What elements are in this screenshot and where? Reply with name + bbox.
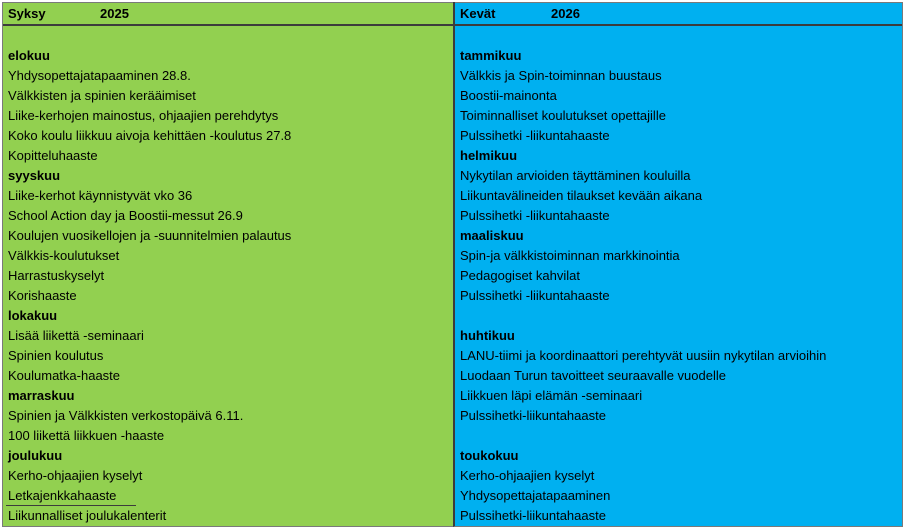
autumn-task-list [3,46,453,526]
task-cell[interactable]: School Action day ja Boostii-messut 26.9 [8,208,243,223]
task-cell[interactable]: Pulssihetki -liikuntahaaste [460,288,610,303]
spring-header-cell[interactable] [455,2,902,26]
task-cell[interactable]: Spinien koulutus [8,348,104,363]
month-heading-cell[interactable]: tammikuu [460,48,522,63]
month-heading-cell[interactable]: marraskuu [8,388,75,403]
task-cell[interactable]: Koulumatka-haaste [8,368,121,383]
task-cell[interactable]: Pulssihetki -liikuntahaaste [460,208,610,223]
autumn-season-label: Syksy [8,6,46,21]
task-cell[interactable]: Liikunnalliset joulukalenterit [8,508,167,523]
month-heading-cell[interactable]: lokakuu [8,308,58,323]
task-cell[interactable]: Kerho-ohjaajien kyselyt [460,468,595,483]
task-cell[interactable]: Liikuntavälineiden tilaukset kevään aikana [460,188,703,203]
autumn-header-cell[interactable] [3,2,453,26]
autumn-year-label: 2025 [100,6,129,21]
task-cell[interactable]: Liike-kerhot käynnistyvät vko 36 [8,188,193,203]
task-cell[interactable]: Pulssihetki -liikuntahaaste [460,128,610,143]
task-cell[interactable]: Harrastuskyselyt [8,268,105,283]
task-cell[interactable]: Välkkis ja Spin-toiminnan buustaus [460,68,662,83]
blank-cell[interactable] [455,426,902,446]
task-cell[interactable]: Pulssihetki-liikuntahaaste [460,508,606,523]
task-cell[interactable]: Yhdysopettajatapaaminen 28.8. [8,68,191,83]
task-cell[interactable]: Liikkuen läpi elämän -seminaari [460,388,643,403]
task-cell[interactable]: Spin-ja välkkistoiminnan markkinointia [460,248,680,263]
month-heading-cell[interactable]: toukokuu [460,448,519,463]
spring-blank-row[interactable] [455,26,902,46]
month-heading-cell[interactable]: huhtikuu [460,328,515,343]
task-cell[interactable]: Koulujen vuosikellojen ja -suunnitelmien palautus [8,228,292,243]
task-cell[interactable]: Liike-kerhojen mainostus, ohjaajien perehdytys [8,108,279,123]
task-cell[interactable]: Nykytilan arvioiden täyttäminen kouluilla [460,168,691,183]
task-cell[interactable]: Letkajenkkahaaste [3,486,453,506]
task-cell[interactable]: Spinien ja Välkkisten verkostopäivä 6.11. [8,408,244,423]
task-cell[interactable]: Luodaan Turun tavoitteet seuraavalle vuodelle [460,368,726,383]
task-cell[interactable]: 100 liikettä liikkuen -haaste [8,428,165,443]
task-cell[interactable]: Kerho-ohjaajien kyselyt [8,468,143,483]
spreadsheet-sheet [2,2,903,527]
task-cell[interactable]: LANU-tiimi ja koordinaattori perehtyvät uusiin nykytilan arvioihin [460,348,827,363]
task-cell[interactable]: Koko koulu liikkuu aivoja kehittäen -koulutus 27.8 [8,128,292,143]
month-heading-cell[interactable]: syyskuu [8,168,61,183]
task-cell[interactable]: Toiminnalliset koulutukset opettajille [460,108,666,123]
spring-column [453,2,903,527]
autumn-column [2,2,453,527]
task-cell[interactable]: Välkkis-koulutukset [8,248,120,263]
task-cell[interactable]: Boostii-mainonta [460,88,557,103]
blank-cell[interactable] [455,306,902,326]
spring-task-list [455,46,902,526]
task-cell[interactable]: Kopitteluhaaste [8,148,98,163]
spring-season-label: Kevät [460,6,496,21]
task-cell[interactable]: Yhdysopettajatapaaminen [460,488,611,503]
autumn-blank-row[interactable] [3,26,453,46]
month-heading-cell[interactable]: elokuu [8,48,50,63]
spring-year-label: 2026 [551,6,580,21]
task-cell[interactable]: Välkkisten ja spinien kerääimiset [8,88,196,103]
task-cell[interactable]: Pulssihetki-liikuntahaaste [460,408,606,423]
month-heading-cell[interactable]: maaliskuu [460,228,524,243]
month-heading-cell[interactable]: helmikuu [460,148,518,163]
month-heading-cell[interactable]: joulukuu [8,448,63,463]
task-cell[interactable]: Pedagogiset kahvilat [460,268,580,283]
task-cell[interactable]: Korishaaste [8,288,77,303]
task-cell[interactable]: Lisää liikettä -seminaari [8,328,144,343]
